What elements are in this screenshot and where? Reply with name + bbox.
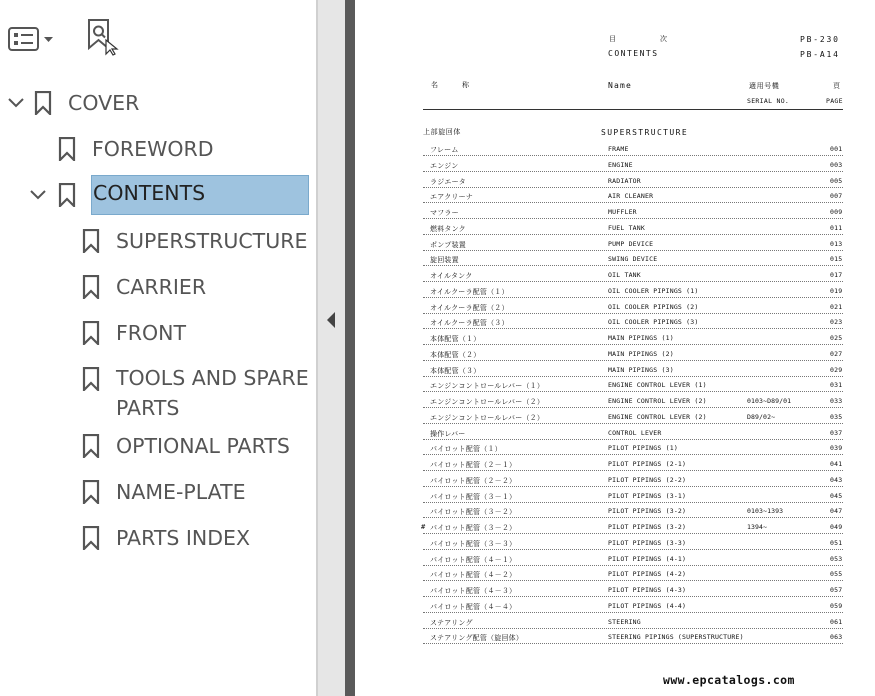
row-name-jp: ラジエータ bbox=[430, 178, 466, 186]
header-rule bbox=[423, 109, 843, 110]
row-name: OIL COOLER PIPINGS (2) bbox=[608, 303, 699, 311]
row-name-jp: エンジン bbox=[430, 162, 459, 170]
col-name-jp-2: 称 bbox=[462, 81, 470, 89]
row-name: PILOT PIPINGS (1) bbox=[608, 444, 678, 452]
collapse-panel-button[interactable] bbox=[325, 311, 337, 329]
bookmark-parts-index[interactable] bbox=[0, 518, 316, 558]
row-name-jp: ステアリング配管（旋回体） bbox=[430, 634, 524, 642]
row-name-jp: 燃料タンク bbox=[430, 225, 466, 233]
row-name: MUFFLER bbox=[608, 208, 637, 216]
bookmark-name-plate[interactable] bbox=[0, 472, 316, 512]
row-page-number: 053 bbox=[830, 555, 843, 563]
row-name: FUEL TANK bbox=[608, 224, 646, 232]
find-bookmark-button[interactable] bbox=[86, 18, 122, 56]
doc-code-2: PB-A14 bbox=[800, 50, 840, 59]
page-title: CONTENTS bbox=[608, 49, 659, 58]
row-name: AIR CLEANER bbox=[608, 192, 654, 200]
bookmark-label: TOOLS AND SPARE PARTS bbox=[116, 366, 309, 420]
title-jp-2: 次 bbox=[660, 35, 668, 43]
row-name-jp: オイルタンク bbox=[430, 272, 473, 280]
row-separator bbox=[423, 486, 843, 487]
row-serial: 0103~D89/01 bbox=[747, 397, 792, 405]
bookmark-label: PARTS INDEX bbox=[116, 526, 251, 550]
row-name: PUMP DEVICE bbox=[608, 240, 654, 248]
row-separator bbox=[423, 250, 843, 251]
row-page-number: 061 bbox=[830, 618, 843, 626]
bookmark-tools-and-spare-parts[interactable] bbox=[0, 359, 316, 420]
list-options-icon bbox=[8, 24, 58, 54]
col-page-header: PAGE bbox=[826, 97, 843, 105]
row-page-number: 025 bbox=[830, 334, 843, 342]
row-page-number: 013 bbox=[830, 240, 843, 248]
row-page-number: 027 bbox=[830, 350, 843, 358]
row-separator bbox=[423, 391, 843, 392]
row-name: MAIN PIPINGS (1) bbox=[608, 334, 674, 342]
row-name: PILOT PIPINGS (3-2) bbox=[608, 507, 687, 515]
row-name: STEERING PIPINGS (SUPERSTRUCTURE) bbox=[608, 633, 744, 641]
row-page-number: 001 bbox=[830, 145, 843, 153]
bookmark-optional-parts[interactable] bbox=[0, 426, 316, 466]
doc-code-1: PB-230 bbox=[800, 35, 840, 44]
row-separator bbox=[423, 612, 843, 613]
col-serial-header: SERIAL NO. bbox=[747, 97, 790, 105]
row-separator bbox=[423, 376, 843, 377]
row-separator bbox=[423, 423, 843, 424]
row-page-number: 005 bbox=[830, 177, 843, 185]
watermark: www.epcatalogs.com bbox=[663, 673, 795, 687]
row-separator bbox=[423, 281, 843, 282]
bookmark-label: COVER bbox=[68, 91, 140, 115]
row-name: ENGINE CONTROL LEVER (1) bbox=[608, 381, 707, 389]
col-name-header: Name bbox=[608, 81, 633, 90]
row-name-jp: パイロット配管（２－１） bbox=[430, 461, 517, 469]
bookmark-icon bbox=[82, 275, 100, 299]
options-menu-button[interactable] bbox=[8, 24, 58, 54]
row-name-jp: 操作レバー bbox=[430, 430, 466, 438]
row-separator bbox=[423, 407, 843, 408]
row-name: CONTROL LEVER bbox=[608, 429, 662, 437]
row-page-number: 019 bbox=[830, 287, 843, 295]
bookmark-icon bbox=[58, 183, 76, 207]
row-name-jp: パイロット配管（３－２） bbox=[430, 524, 517, 532]
row-serial: 0103~1393 bbox=[747, 507, 784, 515]
row-separator bbox=[423, 265, 843, 266]
row-separator bbox=[423, 202, 843, 203]
row-name-jp: エンジンコントロールレバー（２） bbox=[430, 414, 545, 422]
row-name-jp: オイルクーラ配管（１） bbox=[430, 288, 509, 296]
row-separator bbox=[423, 502, 843, 503]
row-page-number: 003 bbox=[830, 161, 843, 169]
row-page-number: 015 bbox=[830, 255, 843, 263]
row-name-jp: オイルクーラ配管（２） bbox=[430, 304, 509, 312]
row-name-jp: エアクリーナ bbox=[430, 193, 473, 201]
bookmarks-panel bbox=[0, 0, 316, 696]
row-separator bbox=[423, 454, 843, 455]
row-page-number: 033 bbox=[830, 397, 843, 405]
bookmark-carrier[interactable] bbox=[0, 267, 316, 307]
row-name-jp: パイロット配管（３－１） bbox=[430, 493, 517, 501]
bookmark-icon bbox=[82, 229, 100, 253]
row-name: PILOT PIPINGS (3-3) bbox=[608, 539, 687, 547]
row-separator bbox=[423, 171, 843, 172]
row-name: PILOT PIPINGS (3-1) bbox=[608, 492, 687, 500]
row-name: ENGINE bbox=[608, 161, 633, 169]
row-name: PILOT PIPINGS (3-2) bbox=[608, 523, 687, 531]
bookmark-label: FOREWORD bbox=[92, 137, 214, 161]
row-name-jp: パイロット配管（４－２） bbox=[430, 571, 517, 579]
row-revision-mark: # bbox=[421, 523, 426, 531]
bookmark-icon bbox=[34, 91, 52, 115]
bookmark-icon bbox=[58, 137, 76, 161]
row-name: OIL TANK bbox=[608, 271, 641, 279]
row-page-number: 031 bbox=[830, 381, 843, 389]
row-serial: 1394~ bbox=[747, 523, 768, 531]
section-title: SUPERSTRUCTURE bbox=[601, 128, 689, 137]
row-separator bbox=[423, 155, 843, 156]
row-page-number: 007 bbox=[830, 192, 843, 200]
row-page-number: 021 bbox=[830, 303, 843, 311]
row-separator bbox=[423, 439, 843, 440]
row-name: RADIATOR bbox=[608, 177, 641, 185]
bookmark-label: CARRIER bbox=[116, 275, 207, 299]
row-page-number: 009 bbox=[830, 208, 843, 216]
row-name: SWING DEVICE bbox=[608, 255, 658, 263]
row-page-number: 039 bbox=[830, 444, 843, 452]
row-name-jp: 本体配管（２） bbox=[430, 351, 481, 359]
bookmark-label: NAME-PLATE bbox=[116, 480, 246, 504]
row-name-jp: パイロット配管（３－２） bbox=[430, 508, 517, 516]
row-page-number: 035 bbox=[830, 413, 843, 421]
row-name-jp: ポンプ装置 bbox=[430, 241, 466, 249]
row-name-jp: エンジンコントロールレバー（２） bbox=[430, 398, 545, 406]
row-name: PILOT PIPINGS (2-2) bbox=[608, 476, 687, 484]
row-separator bbox=[423, 470, 843, 471]
row-name: MAIN PIPINGS (2) bbox=[608, 350, 674, 358]
row-name: PILOT PIPINGS (2-1) bbox=[608, 460, 687, 468]
row-page-number: 051 bbox=[830, 539, 843, 547]
row-page-number: 029 bbox=[830, 366, 843, 374]
row-name: MAIN PIPINGS (3) bbox=[608, 366, 674, 374]
chevron-down-icon[interactable] bbox=[6, 93, 26, 113]
chevron-left-icon bbox=[325, 311, 337, 329]
row-name: ENGINE CONTROL LEVER (2) bbox=[608, 397, 707, 405]
row-separator bbox=[423, 328, 843, 329]
row-name-jp: 本体配管（１） bbox=[430, 335, 481, 343]
panel-resize-gutter[interactable] bbox=[318, 0, 345, 696]
row-separator bbox=[423, 565, 843, 566]
row-page-number: 037 bbox=[830, 429, 843, 437]
row-name: ENGINE CONTROL LEVER (2) bbox=[608, 413, 707, 421]
row-name-jp: ステアリング bbox=[430, 619, 473, 627]
bookmark-foreword[interactable] bbox=[0, 129, 316, 169]
bookmark-icon bbox=[82, 526, 100, 550]
row-name: STEERING bbox=[608, 618, 641, 626]
row-page-number: 023 bbox=[830, 318, 843, 326]
col-name-jp-1: 名 bbox=[431, 81, 439, 89]
bookmark-icon bbox=[82, 434, 100, 458]
row-page-number: 063 bbox=[830, 633, 843, 641]
row-name: FRAME bbox=[608, 145, 629, 153]
row-name-jp: パイロット配管（１） bbox=[430, 445, 502, 453]
row-separator bbox=[423, 549, 843, 550]
row-name-jp: フレーム bbox=[430, 146, 459, 154]
row-name-jp: パイロット配管（３－３） bbox=[430, 540, 517, 548]
row-name-jp: パイロット配管（４－３） bbox=[430, 587, 517, 595]
row-separator bbox=[423, 643, 843, 644]
row-separator bbox=[423, 313, 843, 314]
row-name: PILOT PIPINGS (4-3) bbox=[608, 586, 687, 594]
row-separator bbox=[423, 596, 843, 597]
row-separator bbox=[423, 218, 843, 219]
row-name-jp: 本体配管（３） bbox=[430, 367, 481, 375]
row-page-number: 045 bbox=[830, 492, 843, 500]
page-edge-shadow bbox=[345, 0, 355, 696]
row-page-number: 049 bbox=[830, 523, 843, 531]
bookmark-superstructure[interactable] bbox=[0, 221, 316, 261]
bookmark-contents[interactable] bbox=[0, 175, 316, 215]
row-page-number: 047 bbox=[830, 507, 843, 515]
bookmark-icon bbox=[82, 321, 100, 345]
row-page-number: 017 bbox=[830, 271, 843, 279]
bookmark-icon bbox=[82, 367, 100, 391]
row-separator bbox=[423, 297, 843, 298]
row-separator bbox=[423, 360, 843, 361]
row-separator bbox=[423, 187, 843, 188]
col-serial-jp: 適用号機 bbox=[749, 82, 780, 90]
row-name: OIL COOLER PIPINGS (3) bbox=[608, 318, 699, 326]
row-name-jp: パイロット配管（４－１） bbox=[430, 556, 517, 564]
bookmark-label: CONTENTS bbox=[91, 175, 309, 215]
col-page-jp: 頁 bbox=[833, 82, 841, 90]
row-page-number: 059 bbox=[830, 602, 843, 610]
row-separator bbox=[423, 517, 843, 518]
row-page-number: 057 bbox=[830, 586, 843, 594]
bookmark-label: FRONT bbox=[116, 321, 187, 345]
row-separator bbox=[423, 344, 843, 345]
row-page-number: 011 bbox=[830, 224, 843, 232]
bookmark-cover[interactable] bbox=[0, 83, 316, 123]
row-name-jp: パイロット配管（２－２） bbox=[430, 477, 517, 485]
row-separator bbox=[423, 533, 843, 534]
row-name-jp: パイロット配管（４－４） bbox=[430, 603, 517, 611]
bookmark-icon bbox=[82, 480, 100, 504]
find-bookmark-icon bbox=[86, 18, 122, 56]
row-name-jp: 旋回装置 bbox=[430, 256, 459, 264]
title-jp-1: 目 bbox=[609, 35, 617, 43]
row-separator bbox=[423, 580, 843, 581]
row-name: PILOT PIPINGS (4-2) bbox=[608, 570, 687, 578]
chevron-down-icon[interactable] bbox=[28, 185, 48, 205]
row-name-jp: オイルクーラ配管（３） bbox=[430, 319, 509, 327]
row-separator bbox=[423, 234, 843, 235]
row-name-jp: マフラー bbox=[430, 209, 459, 217]
bookmark-label: SUPERSTRUCTURE bbox=[116, 229, 308, 253]
row-page-number: 043 bbox=[830, 476, 843, 484]
row-name-jp: エンジンコントロールレバー（１） bbox=[430, 382, 545, 390]
row-name: PILOT PIPINGS (4-4) bbox=[608, 602, 687, 610]
bookmark-front[interactable] bbox=[0, 313, 316, 353]
bookmark-label: OPTIONAL PARTS bbox=[116, 434, 290, 458]
row-page-number: 055 bbox=[830, 570, 843, 578]
row-page-number: 041 bbox=[830, 460, 843, 468]
row-name: OIL COOLER PIPINGS (1) bbox=[608, 287, 699, 295]
section-title-jp: 上部旋回体 bbox=[423, 128, 461, 136]
row-serial: D89/02~ bbox=[747, 413, 776, 421]
row-separator bbox=[423, 628, 843, 629]
row-name: PILOT PIPINGS (4-1) bbox=[608, 555, 687, 563]
